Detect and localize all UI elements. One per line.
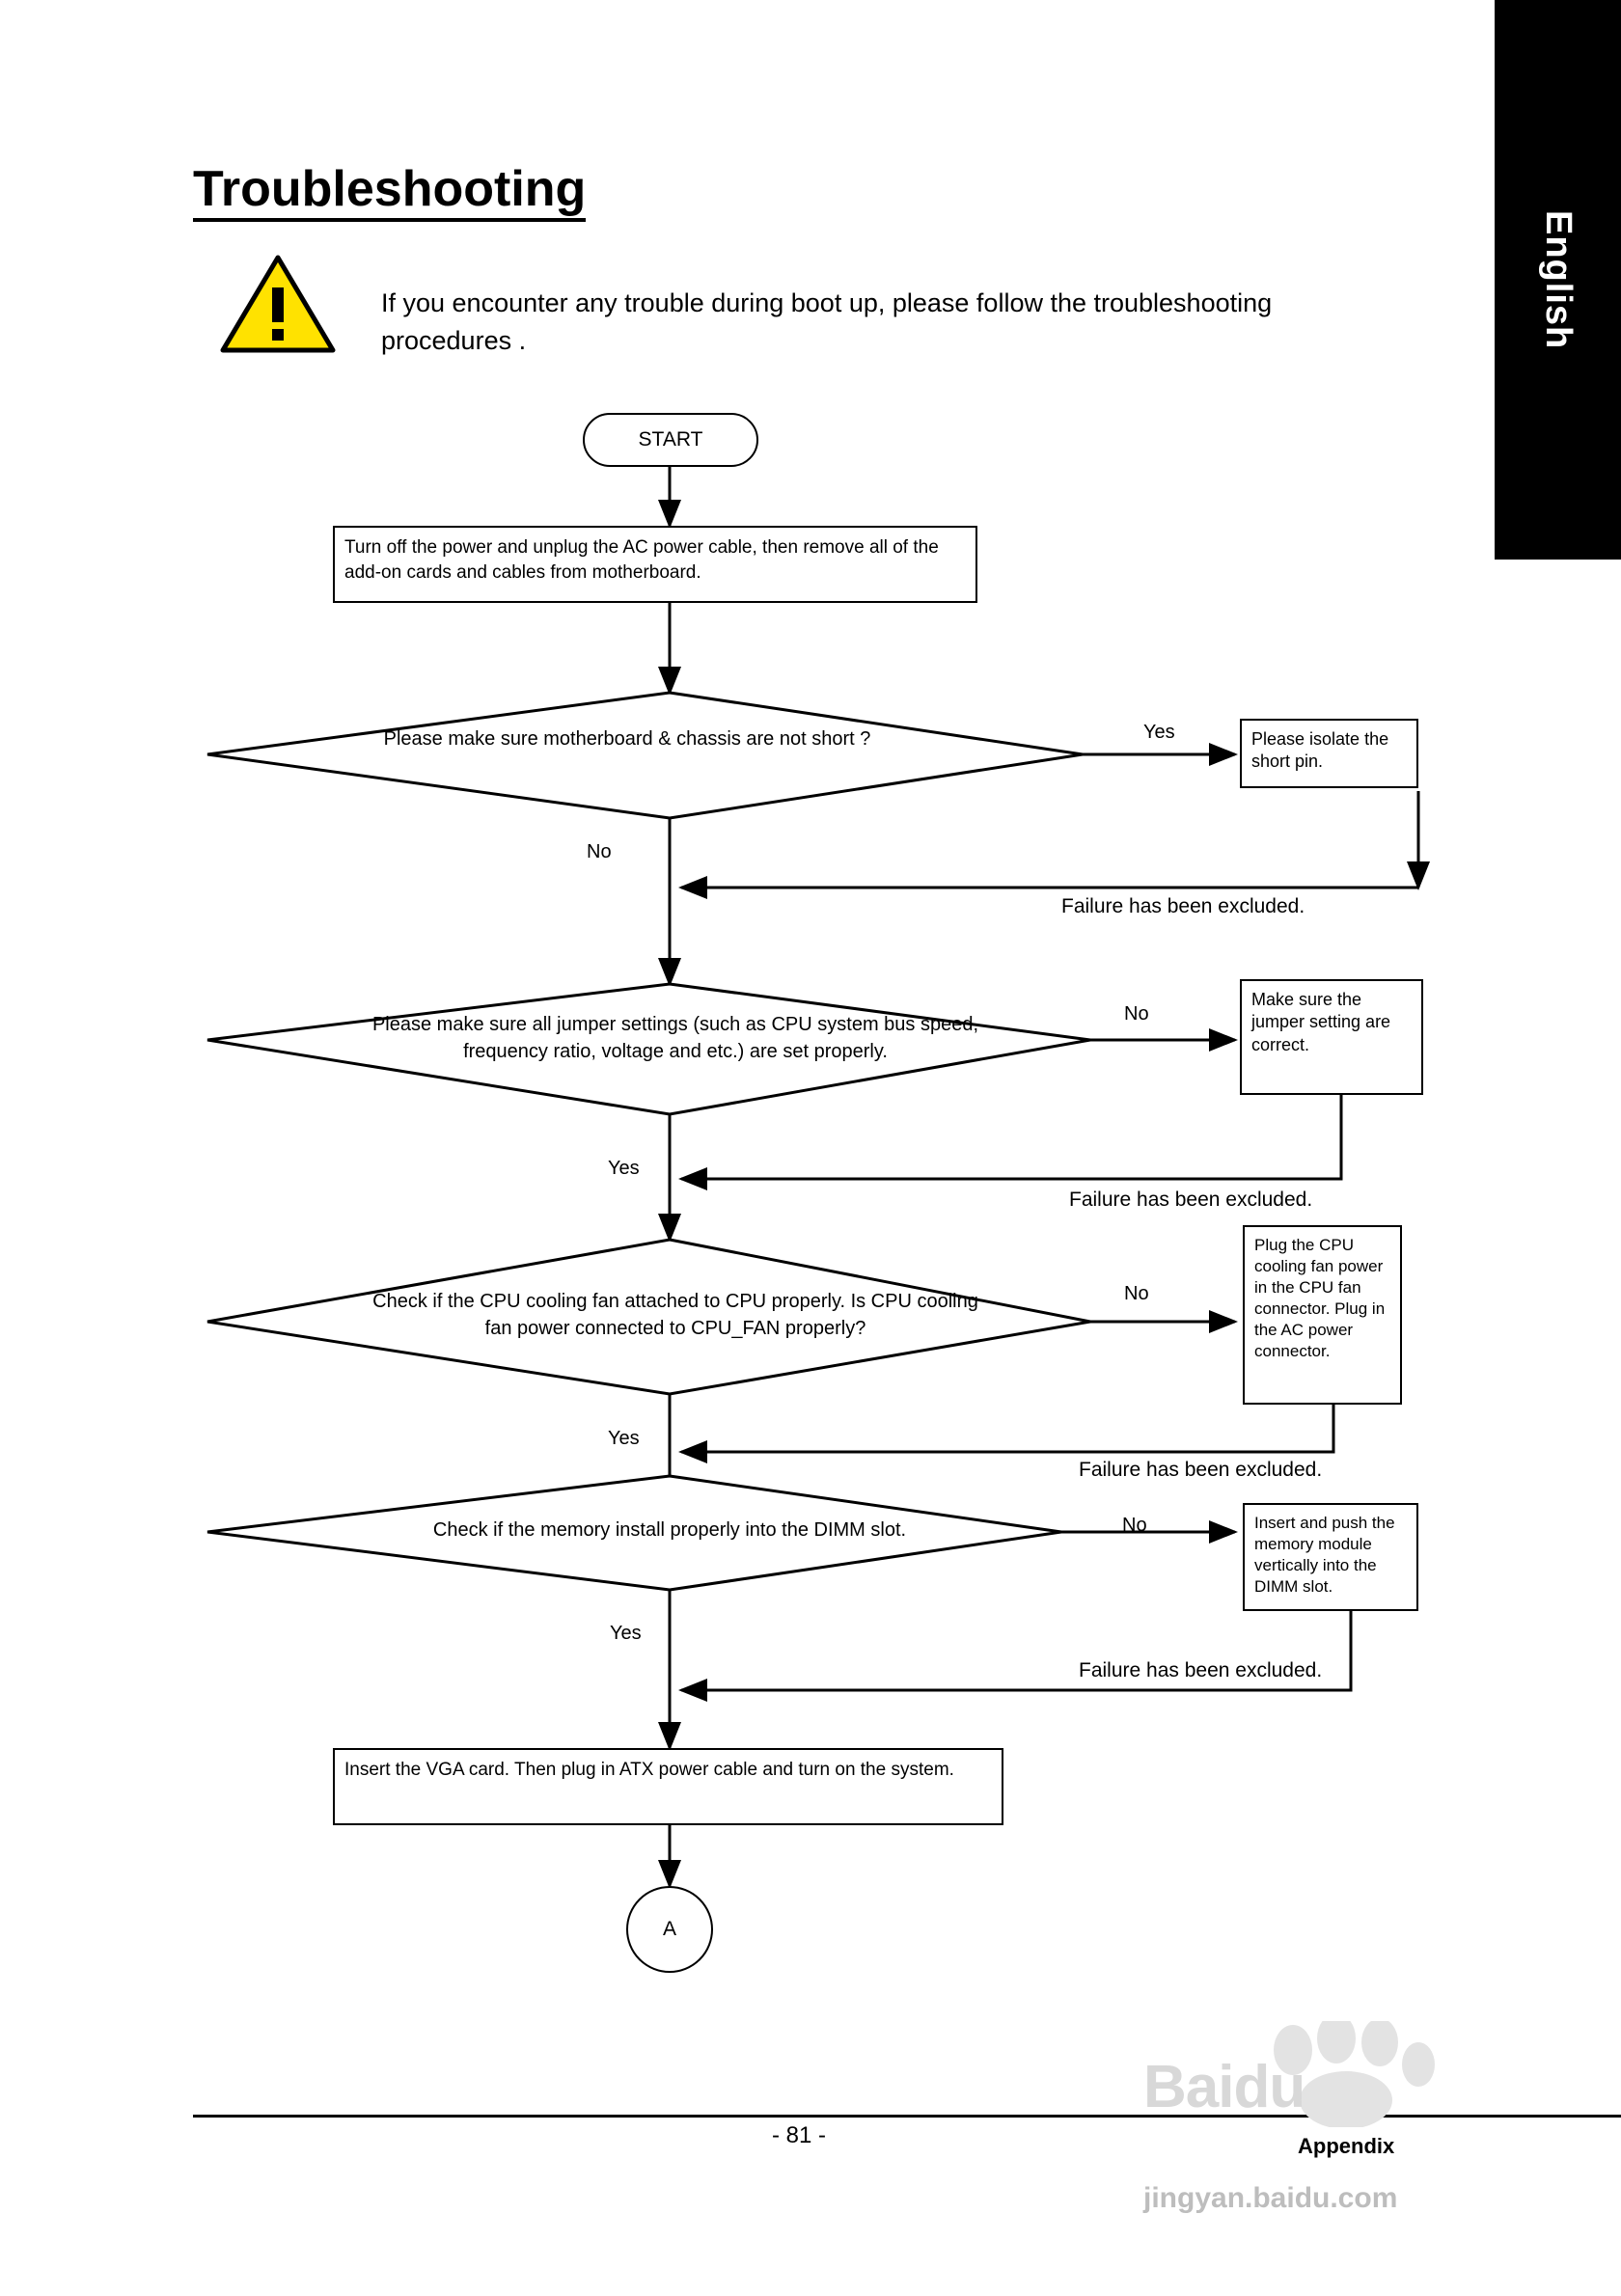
flow-node-action-3-label: Plug the CPU cooling fan power in the CPU fan connector. Plug in the AC power connector. (1254, 1236, 1386, 1361)
flow-node-connector-a-label: A (662, 1918, 676, 1940)
section-label: Appendix (1298, 2134, 1395, 2158)
flow-node-connector-a (626, 1886, 713, 1973)
edge-label-yes-4: Yes (610, 1623, 642, 1644)
flow-node-action-2-label: Make sure the jumper setting are correct. (1251, 990, 1391, 1054)
edge-label-excluded-4: Failure has been excluded. (1079, 1659, 1323, 1681)
edge-label-excluded-3: Failure has been excluded. (1079, 1459, 1323, 1481)
edge-label-yes-1: Yes (1143, 722, 1175, 743)
watermark-secondary: jingyan.baidu.com (1143, 2182, 1398, 2214)
edge-label-excluded-1: Failure has been excluded. (1061, 895, 1305, 917)
intro-text: If you encounter any trouble during boot up, please follow the troubleshooting procedures . (381, 288, 1273, 356)
flow-node-action-3 (1243, 1225, 1402, 1405)
flow-node-action-4 (1243, 1503, 1418, 1611)
flow-node-start-label: START (638, 428, 703, 451)
flow-node-process-1-label: Turn off the power and unplug the AC power cable, then remove all of the add-on cards and cables from motherboard. (344, 537, 939, 583)
flow-node-start (583, 413, 758, 467)
flow-node-action-2 (1240, 979, 1423, 1095)
flow-node-action-1-label: Please isolate the short pin. (1251, 729, 1389, 772)
edge-label-no-3: No (1124, 1283, 1149, 1304)
watermark-primary: Baidu (1143, 2054, 1305, 2120)
edge-label-yes-2: Yes (608, 1158, 640, 1179)
flow-node-decision-2-label: Please make sure all jumper settings (such as CPU system bus speed, frequency ratio, voltage and etc.) are set properly. (371, 1014, 979, 1062)
edge-label-no-4: No (1122, 1515, 1147, 1536)
flow-node-process-1 (333, 526, 977, 603)
flow-node-action-4-label: Insert and push the memory module vertically into the DIMM slot. (1254, 1514, 1395, 1597)
flow-node-process-2 (333, 1748, 1003, 1825)
flow-node-decision-1-label: Please make sure motherboard & chassis are not short ? (383, 728, 871, 750)
edge-label-yes-3: Yes (608, 1428, 640, 1449)
flow-node-action-1 (1240, 719, 1418, 788)
language-side-tab-label: English (1538, 209, 1579, 350)
edge-label-no-2: No (1124, 1003, 1149, 1025)
flow-node-decision-3-label: Check if the CPU cooling fan attached to CPU properly. Is CPU cooling fan power connected to CPU_FAN properly? (372, 1291, 978, 1339)
edge-label-no-1: No (587, 841, 612, 862)
flow-node-process-2-label: Insert the VGA card. Then plug in ATX power cable and turn on the system. (344, 1760, 954, 1780)
page-title: Troubleshooting (193, 164, 586, 222)
page-number: - 81 - (772, 2122, 827, 2148)
flow-node-decision-4-label: Check if the memory install properly into the DIMM slot. (432, 1519, 907, 1541)
edge-label-excluded-2: Failure has been excluded. (1069, 1189, 1313, 1211)
